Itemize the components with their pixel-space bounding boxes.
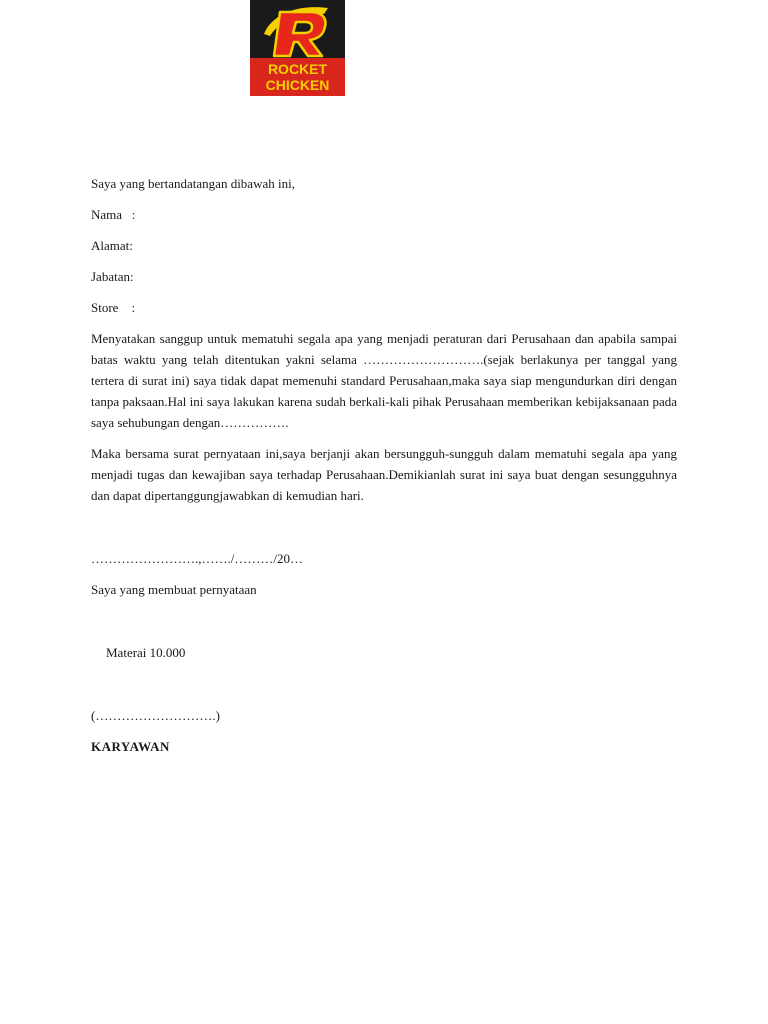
logo-graphic xyxy=(250,0,345,96)
field-store: Store : xyxy=(91,300,136,315)
field-jabatan: Jabatan: xyxy=(91,269,134,284)
rocket-chicken-logo xyxy=(250,0,345,96)
statement-letter xyxy=(91,173,677,767)
paragraph-promise: Maka bersama surat pernyataan ini,saya berjanji akan bersungguh-sungguh dalam mematuhi segala apa yang menjadi tugas dan kewajiban saya terhadap Perusahaan.Demikianlah surat ini saya buat dengan sesungguhnya dan dapat dipertanggungjawabkan di kemudian hari. xyxy=(91,446,677,503)
stamp-label: Materai 10.000 xyxy=(106,645,186,660)
opening-line: Saya yang bertandatangan dibawah ini, xyxy=(91,176,295,191)
signer-label: Saya yang membuat pernyataan xyxy=(91,582,257,597)
date-place-line: …………………….,……./………/20… xyxy=(91,551,303,566)
role-label: KARYAWAN xyxy=(91,739,170,754)
signature-line: (……………………….) xyxy=(91,708,220,723)
logo-text-rocket: ROCKET xyxy=(267,61,328,77)
field-nama: Nama : xyxy=(91,207,136,222)
logo-text-chicken: CHICKEN xyxy=(265,77,330,93)
paragraph-commitment: Menyatakan sanggup untuk mematuhi segala apa yang menjadi peraturan dari Perusahaan dan apabila sampai batas waktu yang telah ditentukan yakni selama ……………………….(sejak berlakunya per tanggal yang tertera di surat ini) saya tidak dapat memenuhi standard Perusahaan,maka saya siap mengundurkan diri dengan tanpa paksaan.Hal ini saya lakukan karena sudah berkali-kali pihak Perusahaan memberikan kebijaksanaan pada saya sehubungan dengan……………. xyxy=(91,331,677,430)
field-alamat: Alamat: xyxy=(91,238,133,253)
